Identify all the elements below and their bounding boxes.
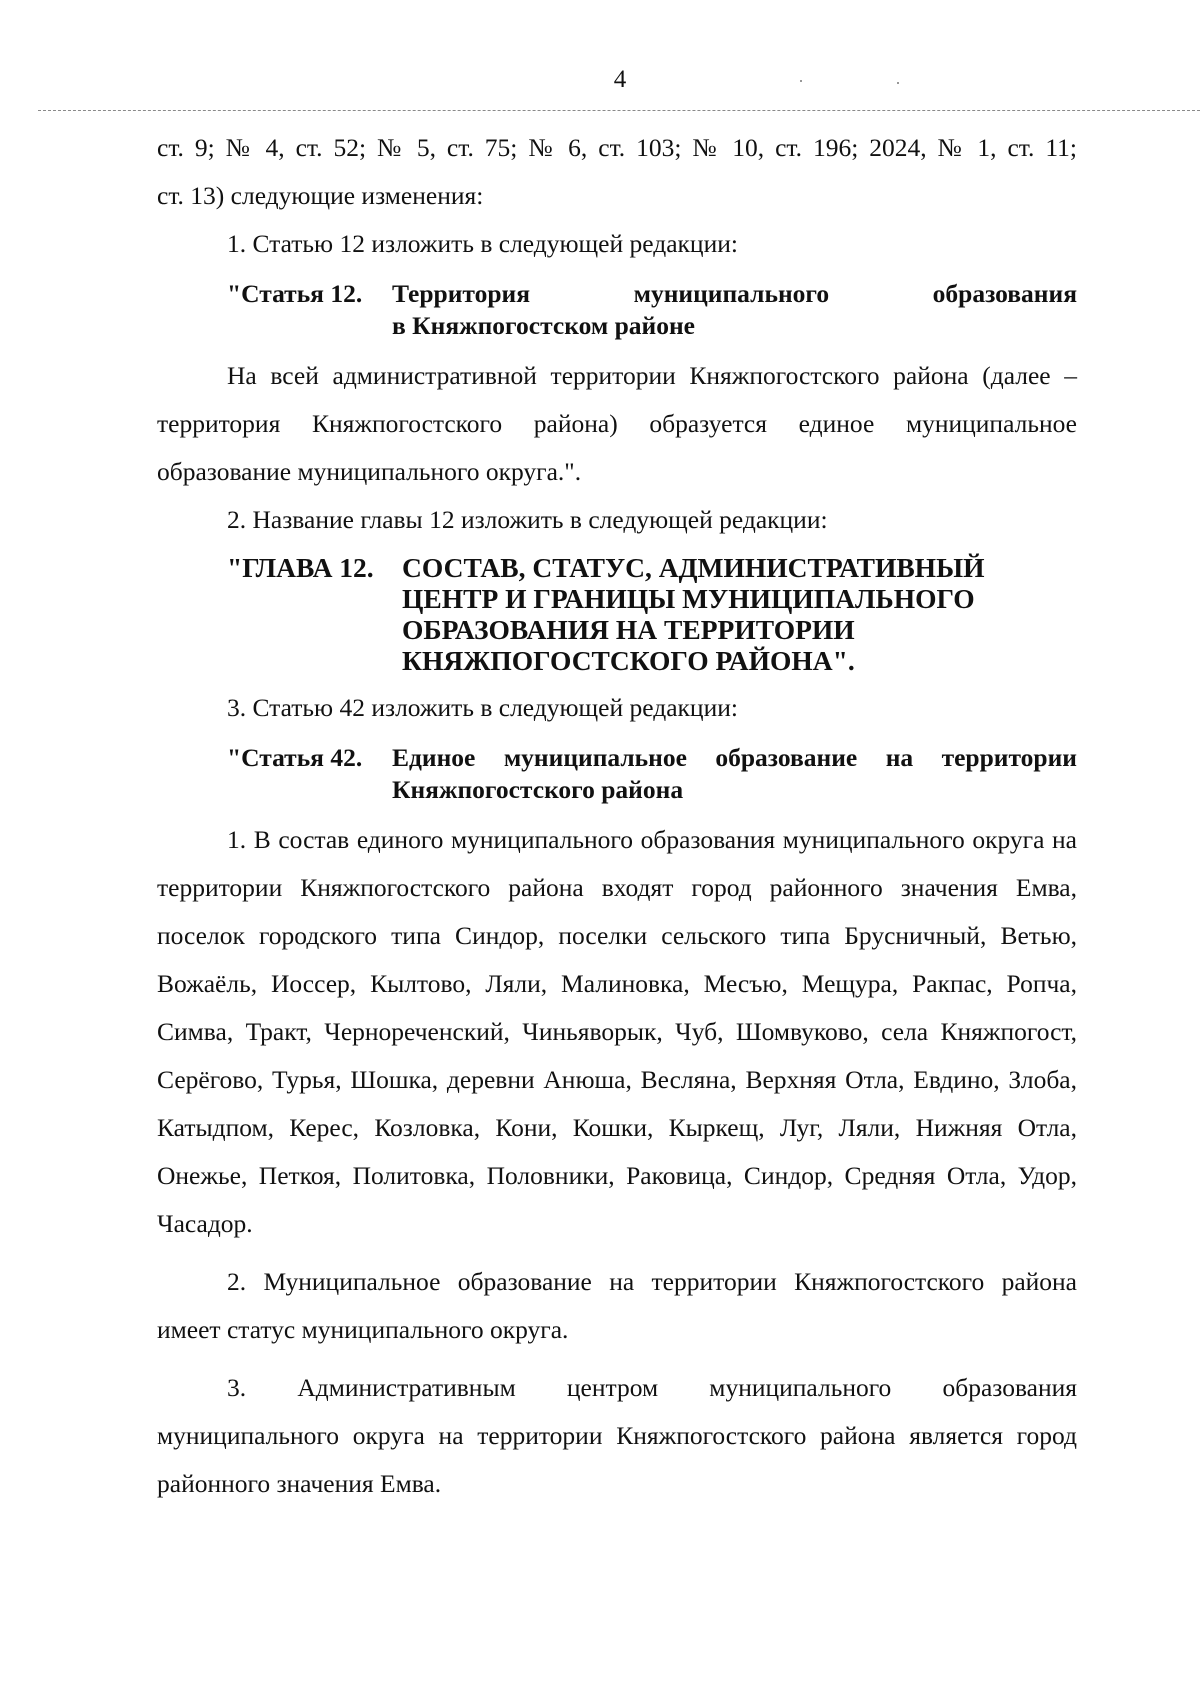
chapter-12-line-4: КНЯЖПОГОСТСКОГО РАЙОНА". — [402, 645, 855, 676]
article-12-title-line-2: в Княжпогостском районе — [392, 311, 695, 340]
chapter-12-line-1: СОСТАВ, СТАТУС, АДМИНИСТРАТИВНЫЙ — [402, 552, 985, 583]
intro-line-1: ст. 9; № 4, ст. 52; № 5, ст. 75; № 6, ст. 103; № 10, ст. 196; 2024, № 1, ст. 11; — [157, 133, 1077, 162]
scan-speck — [800, 80, 802, 82]
chapter-12-line-3: ОБРАЗОВАНИЯ НА ТЕРРИТОРИИ — [402, 614, 855, 645]
chapter-12-lead: "ГЛАВА 12. — [227, 552, 374, 583]
amendment-item-2: 2. Название главы 12 изложить в следующей редакции: — [227, 505, 828, 534]
article-42-heading — [227, 742, 1077, 806]
chapter-12-heading — [227, 552, 1077, 676]
article-42-title-line-2: Княжпогостского района — [392, 775, 684, 804]
article-42-title-line-1: Единое муниципальное образование на территории — [392, 743, 1077, 772]
scan-speck — [897, 82, 899, 84]
intro-line-2: ст. 13) следующие изменения: — [157, 181, 484, 210]
header-rule — [38, 110, 1200, 111]
article-42-paragraph-2: 2. Муниципальное образование на территории Княжпогостского района имеет статус муниципального округа. — [157, 1267, 1077, 1344]
article-42-lead: "Статья 42. — [227, 743, 363, 772]
article-12-lead: "Статья 12. — [227, 279, 363, 308]
article-12-heading — [227, 278, 1077, 342]
article-12-title-line-1: Территория муниципального образования — [392, 279, 1077, 308]
chapter-12-line-2: ЦЕНТР И ГРАНИЦЫ МУНИЦИПАЛЬНОГО — [402, 583, 975, 614]
page-number: 4 — [613, 66, 627, 93]
document-body — [157, 124, 1077, 1508]
amendment-item-3: 3. Статью 42 изложить в следующей редакции: — [227, 693, 738, 722]
article-12-body: На всей административной территории Княжпогостского района (далее – территория Княжпогостского района) образуется единое муниципальное образование муниципального округа.". — [157, 361, 1077, 486]
article-42-paragraph-1: 1. В состав единого муниципального образования муниципального округа на территории Княжпогостского района входят город районного значения Емва, поселок городского типа Синдор, поселки сельского типа Брусничный, Ветью, Вожаёль, Иоссер, Кылтово, Ляли, Малиновка, Месъю, Мещура, Ракпас, Ропча, Симва, Тракт, Чернореченский, Чиньяворык, Чуб, Шомвуково, села Княжпогост, Серёгово, Турья, Шошка, деревни Анюша, Весляна, Верхняя Отла, Евдино, Злоба, Катыдпом, Керес, Козловка, Кони, Кошки, Кыркещ, Луг, Ляли, Нижняя Отла, Онежье, Петкоя, Политовка, Половники, Раковица, Синдор, Средняя Отла, Удор, Часадор. — [157, 825, 1077, 1238]
amendment-item-1: 1. Статью 12 изложить в следующей редакции: — [227, 229, 738, 258]
article-42-paragraph-3: 3. Административным центром муниципального образования муниципального округа на территории Княжпогостского района является город районного значения Емва. — [157, 1373, 1077, 1498]
